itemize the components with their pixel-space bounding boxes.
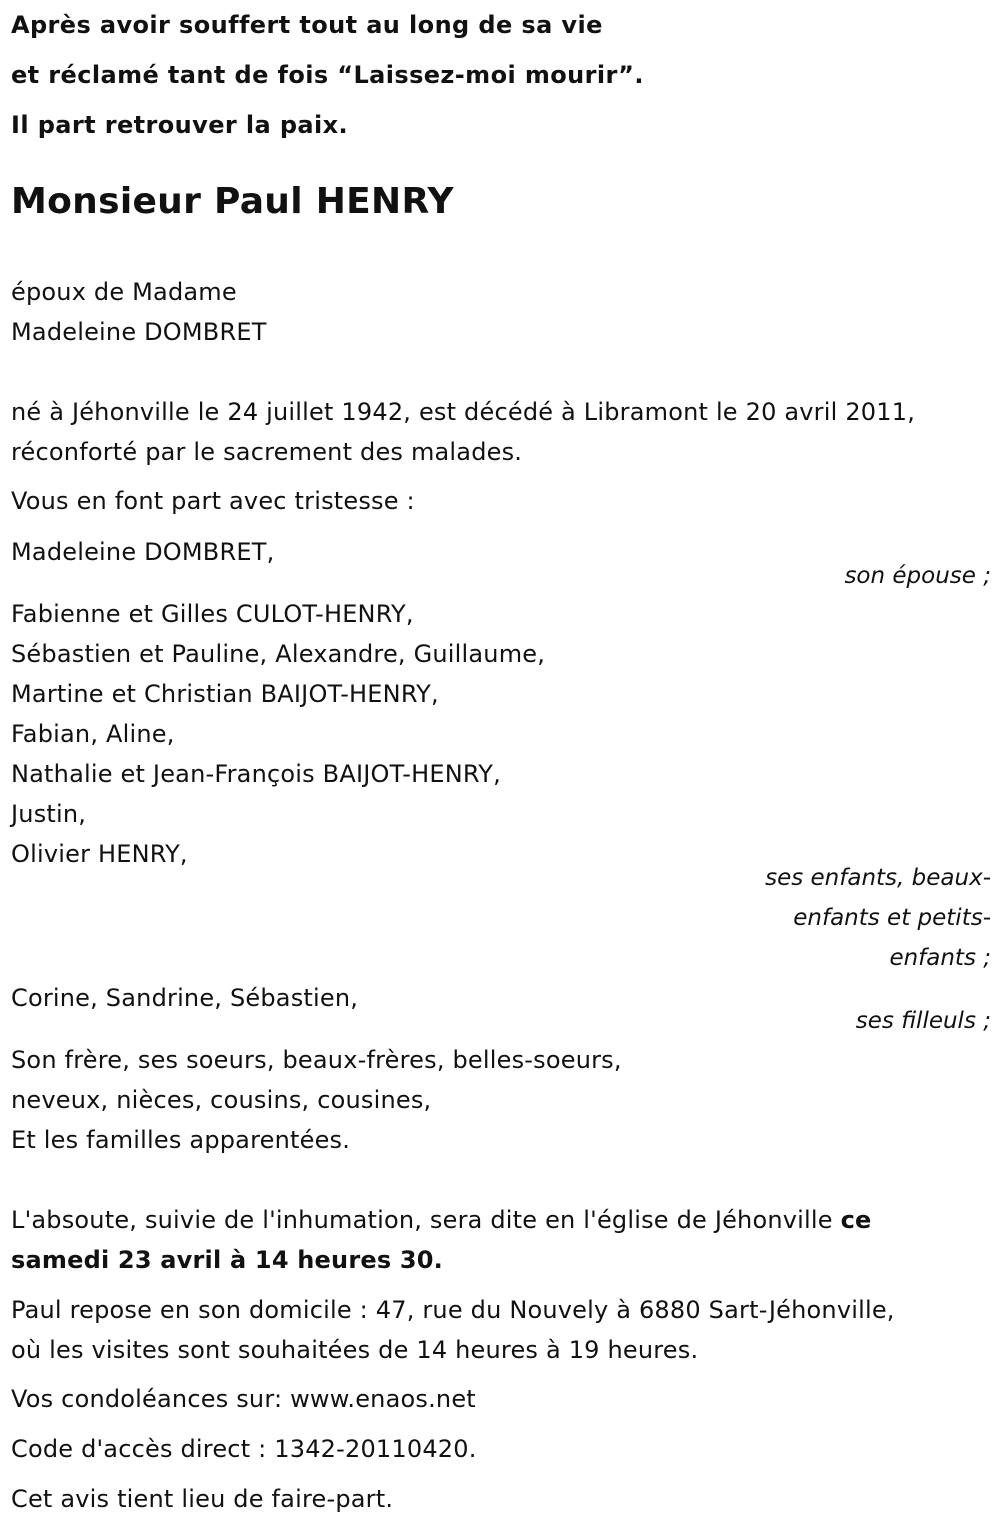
ceremony-text: L'absoute, suivie de l'inhumation, sera dite en l'église de Jéhonville bbox=[11, 1206, 841, 1234]
family-godchildren-role: ses filleuls ; bbox=[855, 1008, 991, 1034]
family-spouse-role: son épouse ; bbox=[844, 563, 991, 589]
deceased-name: Monsieur Paul HENRY bbox=[11, 181, 454, 222]
family-relatives-line: Et les familles apparentées. bbox=[11, 1126, 351, 1154]
family-godchildren: Corine, Sandrine, Sébastien, bbox=[11, 984, 359, 1012]
closing-line: Cet avis tient lieu de faire-part. bbox=[11, 1485, 394, 1513]
access-code-line: Code d'accès direct : 1342-20110420. bbox=[11, 1435, 477, 1463]
birth-death-line-1: né à Jéhonville le 24 juillet 1942, est décédé à Libramont le 20 avril 2011, bbox=[11, 398, 916, 426]
epitaph-line-1: Après avoir souffert tout au long de sa vie bbox=[11, 11, 603, 39]
family-child-line: Fabienne et Gilles CULOT-HENRY, bbox=[11, 600, 414, 628]
family-children-role-line: ses enfants, beaux- bbox=[765, 865, 991, 891]
family-spouse-name: Madeleine DOMBRET, bbox=[11, 538, 275, 566]
condolences-line: Vos condoléances sur: www.enaos.net bbox=[11, 1385, 476, 1413]
family-relatives-line: Son frère, ses soeurs, beaux-frères, belles-soeurs, bbox=[11, 1046, 622, 1074]
family-child-line: Justin, bbox=[11, 800, 87, 828]
ceremony-line-1 bbox=[11, 1204, 871, 1236]
epitaph-line-2: et réclamé tant de fois “Laissez-moi mourir”. bbox=[11, 61, 644, 89]
family-children-role-line: enfants ; bbox=[889, 945, 991, 971]
family-child-line: Martine et Christian BAIJOT-HENRY, bbox=[11, 680, 439, 708]
announce-intro: Vous en font part avec tristesse : bbox=[11, 487, 415, 515]
birth-death-line-2: réconforté par le sacrement des malades. bbox=[11, 438, 523, 466]
ceremony-emphasis-start: ce bbox=[840, 1206, 872, 1234]
family-child-line: Sébastien et Pauline, Alexandre, Guillaume, bbox=[11, 640, 546, 668]
family-children-role-line: enfants et petits- bbox=[793, 905, 991, 931]
viewing-line-2: où les visites sont souhaitées de 14 heures à 19 heures. bbox=[11, 1336, 699, 1364]
viewing-line-1: Paul repose en son domicile : 47, rue du Nouvely à 6880 Sart-Jéhonville, bbox=[11, 1296, 895, 1324]
family-child-line: Nathalie et Jean-François BAIJOT-HENRY, bbox=[11, 760, 501, 788]
spouse-line-2: Madeleine DOMBRET bbox=[11, 318, 267, 346]
epitaph-line-3: Il part retrouver la paix. bbox=[11, 111, 349, 139]
ceremony-date: samedi 23 avril à 14 heures 30. bbox=[11, 1246, 443, 1274]
family-relatives-line: neveux, nièces, cousins, cousines, bbox=[11, 1086, 432, 1114]
spouse-line-1: époux de Madame bbox=[11, 278, 237, 306]
family-child-line: Fabian, Aline, bbox=[11, 720, 175, 748]
family-child-line: Olivier HENRY, bbox=[11, 840, 188, 868]
